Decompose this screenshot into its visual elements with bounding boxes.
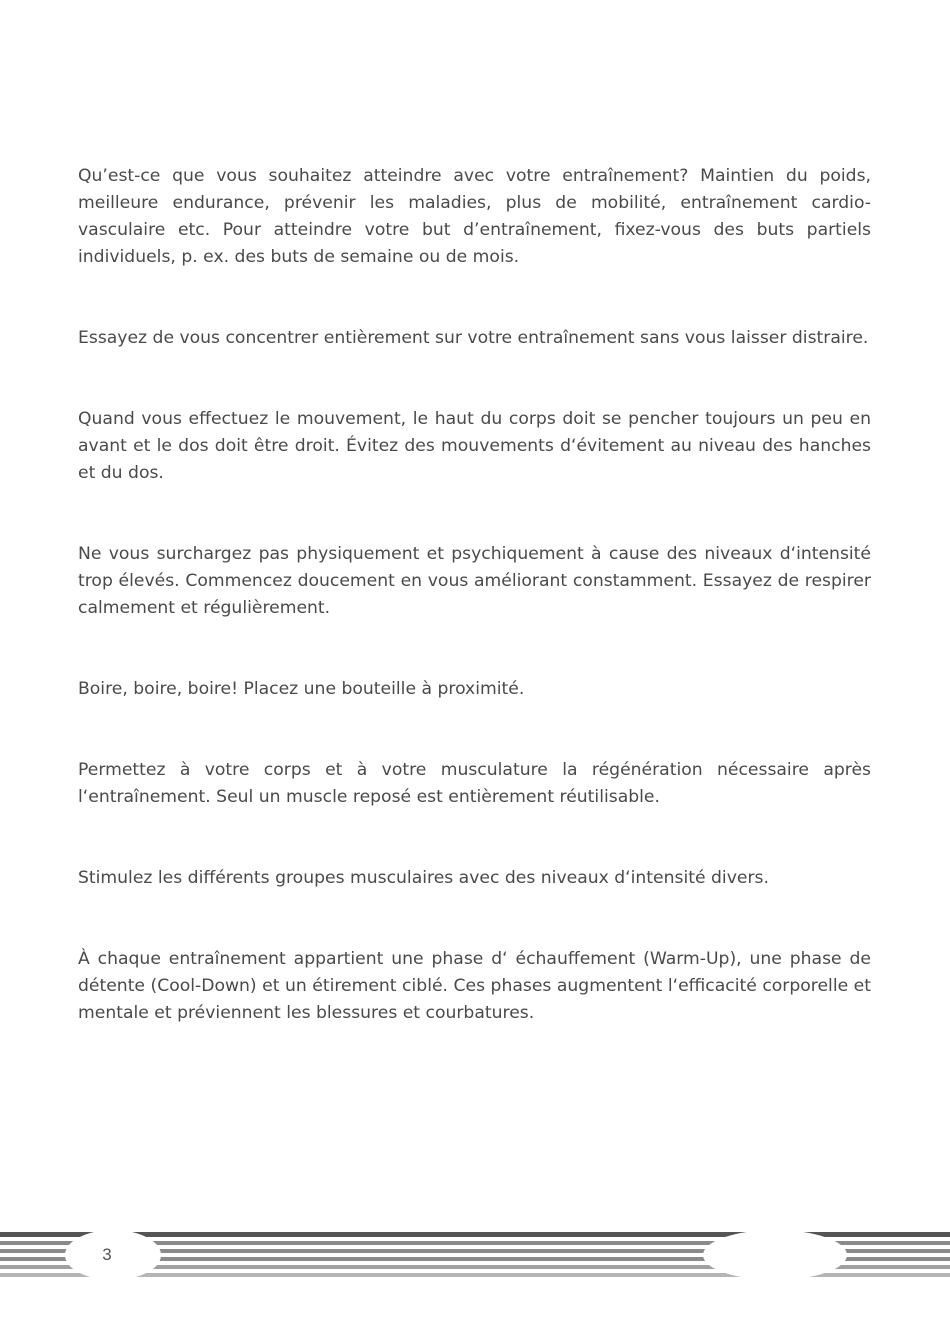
paragraph-posture: Quand vous effectuez le mouvement, le haut du corps doit se pencher toujours un peu en avant et le dos doit être droit. Évitez des mouvements d‘évitement au niveau des hanches et du dos. bbox=[78, 409, 871, 483]
paragraph-hydration: Boire, boire, boire! Placez une bouteille à proximité. bbox=[78, 679, 525, 699]
paragraph-training-goals: Qu’est-ce que vous souhaitez atteindre avec votre entraînement? Maintien du poids, meilleure endurance, prévenir les maladies, plus de mobilité, entraînement cardio-vasculaire etc. Pour atteindre votre but d’entraînement, fixez-vous des buts partiels individuels, p. ex. des buts de semaine ou de mois. bbox=[78, 166, 871, 267]
paragraph-regeneration: Permettez à votre corps et à votre musculature la régénération nécessaire après l‘entraînement. Seul un muscle reposé est entièrement réutilisable. bbox=[78, 760, 871, 807]
paragraph-intensity: Ne vous surchargez pas physiquement et psychiquement à cause des niveaux d‘intensité trop élevés. Commencez doucement en vous améliorant constamment. Essayez de respirer calmement et régulièrement. bbox=[78, 544, 871, 618]
paragraph-warmup-cooldown: À chaque entraînement appartient une phase d‘ échauffement (Warm-Up), une phase de détente (Cool-Down) et un étirement ciblé. Ces phases augmentent l‘efficacité corporelle et mentale et préviennent les blessures et courbatures. bbox=[78, 949, 871, 1023]
page-number: 3 bbox=[102, 1245, 112, 1264]
paragraph-muscle-groups: Stimulez les différents groupes musculaires avec des niveaux d‘intensité divers. bbox=[78, 868, 769, 888]
footer-stripes bbox=[0, 1230, 950, 1280]
body-text bbox=[78, 163, 871, 1027]
paragraph-concentration: Essayez de vous concentrer entièrement sur votre entraînement sans vous laisser distraire. bbox=[78, 328, 869, 348]
